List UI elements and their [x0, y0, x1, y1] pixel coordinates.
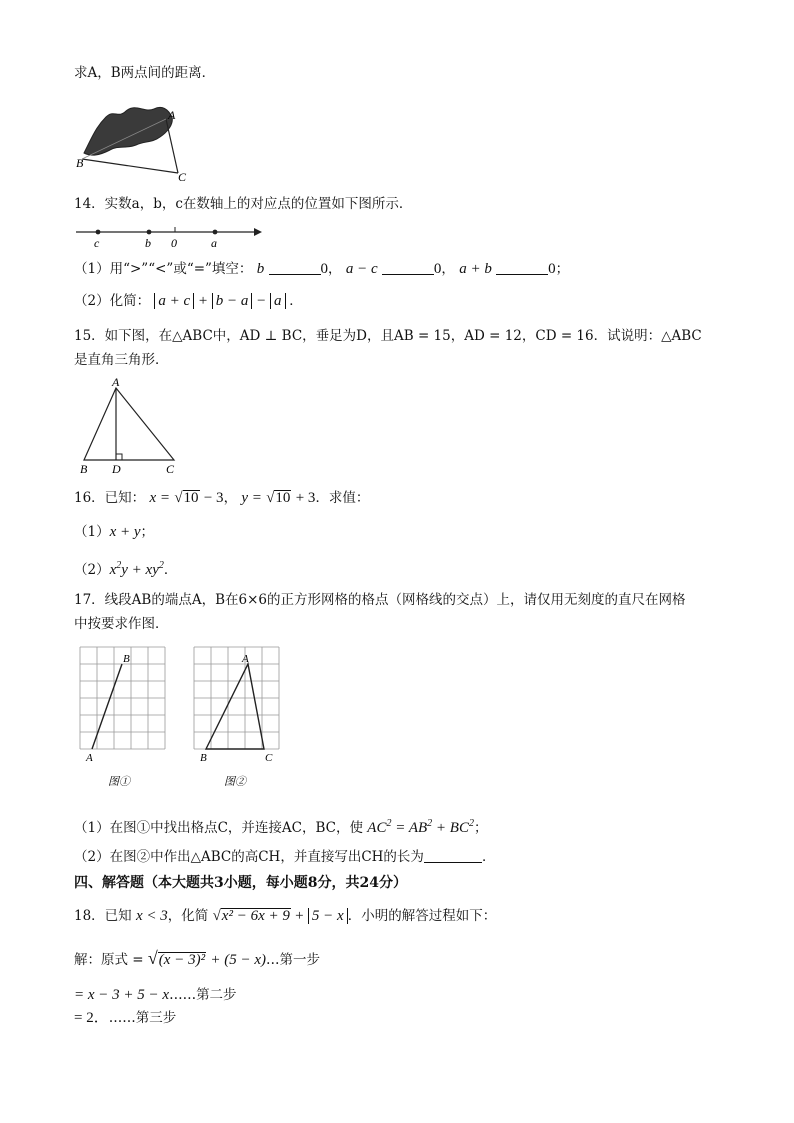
q14-p2-period: ．: [289, 293, 303, 309]
q16-p1-expr: x + y: [109, 524, 141, 540]
q14-p1-b: b: [256, 261, 265, 277]
q18-mid: ，化简: [167, 908, 209, 924]
q14-p1-ab: a + b: [459, 261, 492, 277]
q13-tail: 求A，B两点间的距离．: [74, 65, 216, 81]
q18-prefix: 18．已知: [74, 908, 132, 924]
q16-minus3: − 3: [203, 490, 224, 506]
label-B: B: [80, 462, 88, 476]
q13-figure: [74, 95, 194, 185]
q17-part2: [74, 847, 495, 867]
q18-cond: x < 3: [135, 908, 168, 924]
right-angle-mark: [116, 454, 122, 460]
triangle-ABC: [206, 664, 264, 749]
q18-plus: +: [295, 908, 304, 924]
axis-label-a: a: [211, 236, 217, 250]
q14-p1-ac: a − c: [345, 261, 378, 277]
q17-grid-figure-2: [192, 645, 282, 790]
label-B: B: [123, 653, 130, 665]
segment-AC: [166, 119, 178, 173]
q14-p1-prefix: （1）用“>”“<”或“=”填空：: [74, 261, 253, 277]
label-A: A: [112, 375, 120, 389]
segment-BC: [82, 159, 178, 173]
label-C: C: [178, 170, 187, 184]
q14-number-line: [74, 222, 264, 252]
q16-p1-end: ；: [140, 524, 155, 540]
q18-s1-prefix: 解：原式 =: [74, 952, 144, 968]
q14-p1-zero3: 0: [548, 261, 556, 277]
q18-rad: x² − 6x + 9: [221, 908, 290, 924]
label-C: C: [166, 462, 175, 476]
label-A: A: [242, 653, 249, 665]
q17-line2: 中按要求作图．: [74, 616, 169, 632]
label-C: C: [265, 752, 273, 764]
answer-blank-3[interactable]: [496, 260, 548, 275]
q16-x-rad: 10: [183, 490, 199, 506]
axis-label-0: 0: [171, 236, 177, 250]
q16-plus3: + 3: [295, 490, 316, 506]
q14-p1-end: ；: [555, 261, 570, 277]
q18-tail: ．小明的解答过程如下：: [347, 908, 497, 924]
label-A: A: [86, 752, 93, 764]
q18-abs: 5 − x: [308, 908, 348, 924]
answer-blank-CH[interactable]: [424, 848, 482, 863]
q14-part2: [74, 291, 303, 311]
q16-p2-label: （2）: [74, 562, 110, 578]
q16-ask: ．求值：: [315, 490, 370, 506]
q18-s1-note: …第一步: [266, 952, 321, 968]
q17-line1: 17．线段AB的端点A，B在6×6的正方形网格的格点（网格线的交点）上，请仅用无刻度的直尺在网格: [74, 592, 686, 608]
q18-step1: 解：原式 = √(x − 3)² + (5 − x)…第一步: [74, 948, 321, 968]
q18-stem: 18．已知 x < 3，化简 √x² − 6x + 9 + 5 − x ．小明的解答过程如下：: [74, 908, 497, 924]
q14-sep2: ，: [441, 261, 455, 277]
q17-p1-end: ；: [473, 820, 488, 836]
q16-p2-period: ．: [163, 562, 178, 578]
q16-comma: ，: [223, 490, 238, 506]
q16-y-rad: 10: [275, 490, 291, 506]
answer-blank-2[interactable]: [382, 260, 434, 275]
q18-step2: [74, 985, 237, 1005]
q17-p2-end: ．: [481, 849, 496, 865]
q16-stem: 16．已知： x = √10 − 3， y = √10 + 3．求值：: [74, 490, 370, 506]
axis-label-b: b: [145, 236, 151, 250]
q14-stem: 14．实数a，b，c在数轴上的对应点的位置如下图所示．: [74, 196, 413, 212]
q18-s1-rad: (x − 3)²: [158, 952, 206, 968]
answer-blank-1[interactable]: [269, 260, 321, 275]
q18-s3-note: ……第三步: [108, 1010, 177, 1026]
q18-s1-rest: + (5 − x): [210, 952, 267, 968]
q14-sep1: ，: [328, 261, 342, 277]
q14-p1-zero2: 0: [433, 261, 442, 277]
q16-x-eq: x =: [149, 490, 171, 506]
q16-part2: [74, 556, 177, 580]
point-a: [213, 230, 218, 235]
q15-line2: 是直角三角形．: [74, 352, 169, 368]
q17-grid-figure-1: [78, 645, 168, 790]
q16-prefix: 16．已知：: [74, 490, 146, 506]
axis-label-c: c: [94, 236, 100, 250]
caption-fig2: 图②: [224, 776, 246, 788]
q16-p2-expr: $x^2y + xy^2$: [109, 560, 164, 578]
caption-fig1: 图①: [108, 776, 130, 788]
q14-p2-expr: a + c + b − a − a: [154, 293, 289, 309]
q17-part1: [74, 814, 487, 838]
q18-s2-expr: = x − 3 + 5 − x: [74, 987, 170, 1003]
q14-part1: [74, 259, 569, 279]
q16-part1: [74, 522, 154, 542]
q17-p2-text: （2）在图②中作出△ABC的高CH，并直接写出CH的长为: [74, 849, 424, 865]
q14-p1-zero1: 0: [320, 261, 329, 277]
pond-shape: [84, 107, 172, 155]
section-4-title: 四、解答题（本大题共3小题，每小题8分，共24分）: [74, 875, 407, 891]
q15-line1: 15．如下图，在△ABC中，AD ⊥ BC，垂足为D，且AB = 15，AD = 12，CD = 16．试说明：△ABC: [74, 328, 702, 344]
segment-AB: [92, 664, 122, 749]
point-b: [147, 230, 152, 235]
q16-y-eq: y =: [241, 490, 262, 506]
q15-triangle-figure: [74, 375, 184, 476]
q14-p2-prefix: （2）化简：: [74, 293, 151, 309]
q18-s3-expr: = 2．: [74, 1010, 109, 1026]
q17-p1-eq: $AC^2 = AB^2 + BC^2$: [367, 818, 474, 836]
label-A: A: [168, 108, 176, 122]
label-D: D: [112, 462, 121, 476]
point-c: [96, 230, 101, 235]
label-B: B: [200, 752, 207, 764]
q16-p1-label: （1）: [74, 524, 110, 540]
q18-step3: [74, 1008, 176, 1028]
q18-s2-note: ……第二步: [169, 987, 237, 1003]
label-B: B: [76, 156, 84, 170]
q17-p1-prefix: （1）在图①中找出格点C，并连接AC，BC，使: [74, 820, 363, 836]
